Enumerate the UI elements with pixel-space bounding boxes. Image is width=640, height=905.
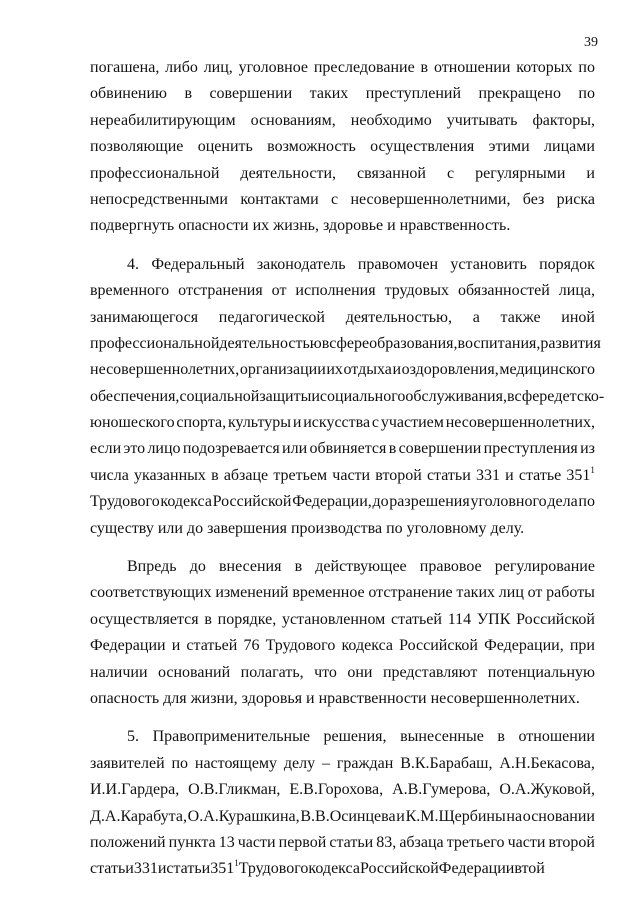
word: в (420, 59, 429, 76)
word: В.В.Осинцева (300, 807, 396, 825)
word: по (171, 754, 189, 772)
text-line (90, 554, 595, 580)
word: второй (375, 466, 422, 484)
text-line (90, 187, 595, 213)
text-line (90, 489, 595, 515)
word: регулярными (475, 164, 566, 182)
word: отстранение (368, 584, 453, 602)
word: учитывать (446, 111, 518, 129)
text-line (90, 607, 595, 633)
word: В.К.Барабаш, (400, 754, 493, 772)
word: статьей (186, 637, 238, 655)
word: сфере (514, 387, 555, 405)
word: основаниям, (250, 111, 336, 129)
word: деятельностью (219, 334, 322, 352)
paragraph-gap (90, 240, 595, 252)
word: непосредственными (90, 190, 228, 208)
word: потенциальную (487, 663, 595, 681)
word: дела (547, 493, 578, 511)
word: в (514, 860, 522, 878)
word: погашена, (90, 59, 160, 76)
word: числа (90, 466, 129, 484)
word: из (580, 440, 595, 458)
paragraph (90, 724, 595, 882)
word: образования, (369, 334, 458, 352)
word: отстранения (178, 282, 263, 300)
word: – (321, 754, 330, 772)
page-number: 39 (584, 35, 598, 50)
word: кодекса (341, 637, 393, 655)
text-line (90, 81, 595, 107)
word: лица, (558, 282, 595, 300)
word: а (472, 308, 480, 326)
word: несовершеннолетних, (445, 414, 595, 432)
word: и (171, 637, 181, 655)
paragraph-gap (90, 542, 595, 554)
word: подозревается (182, 440, 280, 458)
word: статье (518, 466, 562, 484)
word: части (237, 833, 276, 851)
word: социальной (179, 387, 260, 405)
word: настоящему (194, 754, 278, 772)
word: совершении (209, 85, 293, 103)
word: таких (456, 584, 496, 602)
word: от (271, 282, 287, 300)
word: порядке, (217, 610, 277, 628)
text-line (90, 278, 595, 304)
word: подвергнуть опасности их жизнь, здоровье и нравственность. (90, 217, 511, 235)
word: работы (546, 584, 595, 602)
word: и (392, 361, 402, 379)
text-line (90, 580, 595, 606)
word: Впредь (127, 558, 177, 576)
word: А.Н.Бекасова, (499, 754, 595, 772)
word: указанных (133, 466, 206, 484)
word: спорта, (176, 414, 227, 432)
word: и (292, 414, 302, 432)
word: развития (540, 334, 601, 352)
word: по (578, 59, 595, 76)
word: с (331, 190, 339, 208)
word: полагать, (240, 663, 304, 681)
word: также (500, 308, 541, 326)
word: профессиональной (90, 164, 220, 182)
word: что (314, 663, 337, 681)
word: осуществляется (90, 610, 199, 628)
text-line (90, 384, 605, 410)
word: этими (488, 138, 530, 156)
word: положений (90, 833, 166, 851)
word: Федерации (438, 860, 515, 878)
word: Российской (399, 637, 478, 655)
word: в (184, 85, 192, 103)
word: их (326, 361, 343, 379)
word: риска (556, 190, 595, 208)
word: позволяющие (90, 138, 184, 156)
word: контактами (240, 190, 319, 208)
text-line (90, 830, 595, 856)
word: прекращено (478, 85, 561, 103)
word: кодекса (308, 860, 360, 878)
word: оценить (197, 138, 253, 156)
word: обслуживания, (405, 387, 507, 405)
word: с (371, 414, 380, 432)
word: преступления (483, 440, 578, 458)
text-line (90, 55, 595, 81)
word: исполнения (295, 282, 376, 300)
text-line (90, 724, 595, 750)
word: $351^1$ (566, 464, 595, 484)
word: от (527, 584, 543, 602)
text-line (90, 161, 595, 187)
word: Трудового (265, 637, 336, 655)
word: в (506, 387, 515, 405)
word: и (396, 807, 405, 825)
word: внесения (218, 558, 282, 576)
word: оснований (157, 663, 231, 681)
paragraph-gap (90, 712, 595, 724)
text-line (90, 856, 595, 882)
word: 5. (127, 728, 139, 746)
word: изменений (215, 584, 289, 602)
word: временное (292, 584, 365, 602)
word: без (522, 190, 545, 208)
word: лицо (147, 440, 181, 458)
word: нереабилитирующим (90, 111, 236, 129)
word: Федерации (90, 637, 166, 655)
word: 114 (447, 610, 472, 628)
word: деятельностью, (345, 308, 452, 326)
word: Российской (359, 860, 439, 878)
word: О.А.Жуковой, (499, 781, 595, 799)
text-line (90, 134, 595, 160)
word: в (211, 466, 219, 484)
word: 76 (243, 637, 260, 655)
word: установленном (281, 610, 386, 628)
word: до (189, 558, 206, 576)
word: заявителей (90, 754, 165, 772)
word: по (578, 85, 595, 103)
word: лиц (498, 584, 524, 602)
word: правовое (419, 558, 482, 576)
word: лицами (544, 138, 595, 156)
text-line (90, 804, 595, 830)
word: медицинского (499, 361, 595, 379)
word: участием (380, 414, 444, 432)
word: обвинению (90, 85, 167, 103)
word: преступлений (365, 85, 461, 103)
superscript: 1 (234, 858, 239, 869)
word: К.М.Щербины (405, 807, 506, 825)
word: трудовых (384, 282, 449, 300)
word: основании (522, 807, 595, 825)
word: кодекса (160, 493, 212, 511)
text-line (90, 108, 595, 134)
word: если (90, 440, 122, 458)
word: культуры (227, 414, 292, 432)
paragraph (90, 252, 605, 542)
text-line (90, 463, 595, 489)
word: в (294, 558, 303, 576)
word: $351^1$ (210, 858, 239, 878)
word: Д.А.Карабута, (90, 807, 187, 825)
paragraph (90, 55, 595, 240)
word: по (578, 493, 595, 511)
word: 13 (218, 833, 235, 851)
word: И.И.Гардера, (90, 781, 180, 799)
word: необходимо (350, 111, 432, 129)
text-line (90, 305, 595, 331)
word: О.А.Курашкина, (187, 807, 300, 825)
word: при (569, 637, 595, 655)
word: второй (548, 833, 595, 851)
word: статьи (90, 860, 134, 878)
word: отдыха (343, 361, 392, 379)
word: абзаца (399, 833, 444, 851)
word: факторы, (532, 111, 595, 129)
word: 4. (127, 255, 139, 273)
word: Федеральный (151, 255, 245, 273)
word: обязанностей (457, 282, 550, 300)
word: искусства (303, 414, 371, 432)
word: Российской (516, 610, 595, 628)
word: УПК (476, 610, 511, 628)
word: части (507, 833, 546, 851)
word: иной (561, 308, 595, 326)
word: 331 (133, 860, 158, 878)
word: статьей (391, 610, 442, 628)
word: деятельности, (240, 164, 337, 182)
word: воспитания, (457, 334, 541, 352)
word: с (446, 164, 455, 182)
word: установить (450, 255, 527, 273)
word: несовершеннолетних, (90, 361, 240, 379)
word: действующее (315, 558, 407, 576)
word: 83, (376, 833, 397, 851)
text-line (90, 660, 595, 686)
word: преследование (313, 59, 415, 76)
word: организации (239, 361, 326, 379)
word: в (497, 728, 505, 746)
word: занимающегося (90, 308, 199, 326)
word: регулирование (494, 558, 595, 576)
word: обеспечения, (90, 387, 180, 405)
word: либо (165, 59, 198, 76)
text-line (90, 331, 601, 357)
word: правомочен (357, 255, 439, 273)
word: пункта (168, 833, 216, 851)
word: профессиональной (90, 334, 220, 352)
word: совершении (398, 440, 482, 458)
word: законодатель (256, 255, 346, 273)
word: вынесенные (400, 728, 484, 746)
word: сфере (329, 334, 370, 352)
word: решения, (323, 728, 387, 746)
text-line (90, 633, 595, 659)
word: отношении (518, 728, 595, 746)
word: педагогической (218, 308, 325, 326)
word: несовершеннолетними, (350, 190, 511, 208)
word: в (321, 334, 330, 352)
word: части (332, 466, 371, 484)
word: социального (319, 387, 406, 405)
text-line (90, 410, 595, 436)
word: статьи (166, 860, 211, 878)
word: или (282, 440, 308, 458)
word: О.В.Гликман, (188, 781, 281, 799)
word: оздоровления, (401, 361, 499, 379)
word: на (506, 807, 523, 825)
word: Е.В.Горохова, (289, 781, 384, 799)
superscript: 1 (590, 464, 595, 475)
text-line (90, 357, 595, 383)
word: третьего (446, 833, 505, 851)
word: таких (309, 85, 349, 103)
word: 331 (475, 466, 500, 484)
word: Федерации, (484, 637, 564, 655)
word: временного (90, 282, 170, 300)
word: статьи (426, 466, 471, 484)
word: существу или до завершения производства по уголовному делу. (90, 519, 525, 537)
word: опасность для жизни, здоровья и нравственности несовершеннолетних. (90, 689, 580, 707)
text-line (90, 213, 595, 239)
word: и (586, 164, 595, 182)
word: уголовное (238, 59, 308, 76)
word: соответствующих (90, 584, 212, 602)
word: делу (283, 754, 316, 772)
word: которых (516, 59, 573, 76)
word: представляют (382, 663, 478, 681)
text-line (90, 516, 595, 542)
word: они (347, 663, 373, 681)
word: статьи (329, 833, 374, 851)
word: той (521, 860, 545, 878)
text-line (90, 436, 595, 462)
word: и (505, 466, 514, 484)
word: связанной (357, 164, 426, 182)
word: осуществления (370, 138, 475, 156)
document-body (90, 55, 605, 883)
word: разрешения (389, 493, 470, 511)
word: граждан (336, 754, 394, 772)
word: до (372, 493, 389, 511)
paragraph (90, 554, 595, 712)
word: первой (278, 833, 327, 851)
word: защиты (259, 387, 312, 405)
word: и (311, 387, 320, 405)
word: Правоприменительные (152, 728, 310, 746)
text-line (90, 686, 595, 712)
word: это (123, 440, 146, 458)
word: юношеского (90, 414, 175, 432)
word: порядок (539, 255, 595, 273)
text-line (90, 252, 595, 278)
word: лиц, (203, 59, 233, 76)
text-line (90, 777, 595, 803)
word: уголовного (470, 493, 547, 511)
word: возможность (267, 138, 356, 156)
word: Трудового (90, 493, 160, 511)
word: и (157, 860, 167, 878)
word: Федерации, (292, 493, 372, 511)
word: А.В.Гумерова, (392, 781, 491, 799)
text-line (90, 751, 595, 777)
word: третьем (273, 466, 328, 484)
word: в (388, 440, 397, 458)
word: детско- (554, 387, 605, 405)
word: абзаце (223, 466, 269, 484)
word: наличии (90, 663, 148, 681)
word: Трудового (238, 860, 309, 878)
word: в (204, 610, 212, 628)
word: отношении (433, 59, 511, 76)
word: Российской (212, 493, 292, 511)
word: обвиняется (309, 440, 387, 458)
